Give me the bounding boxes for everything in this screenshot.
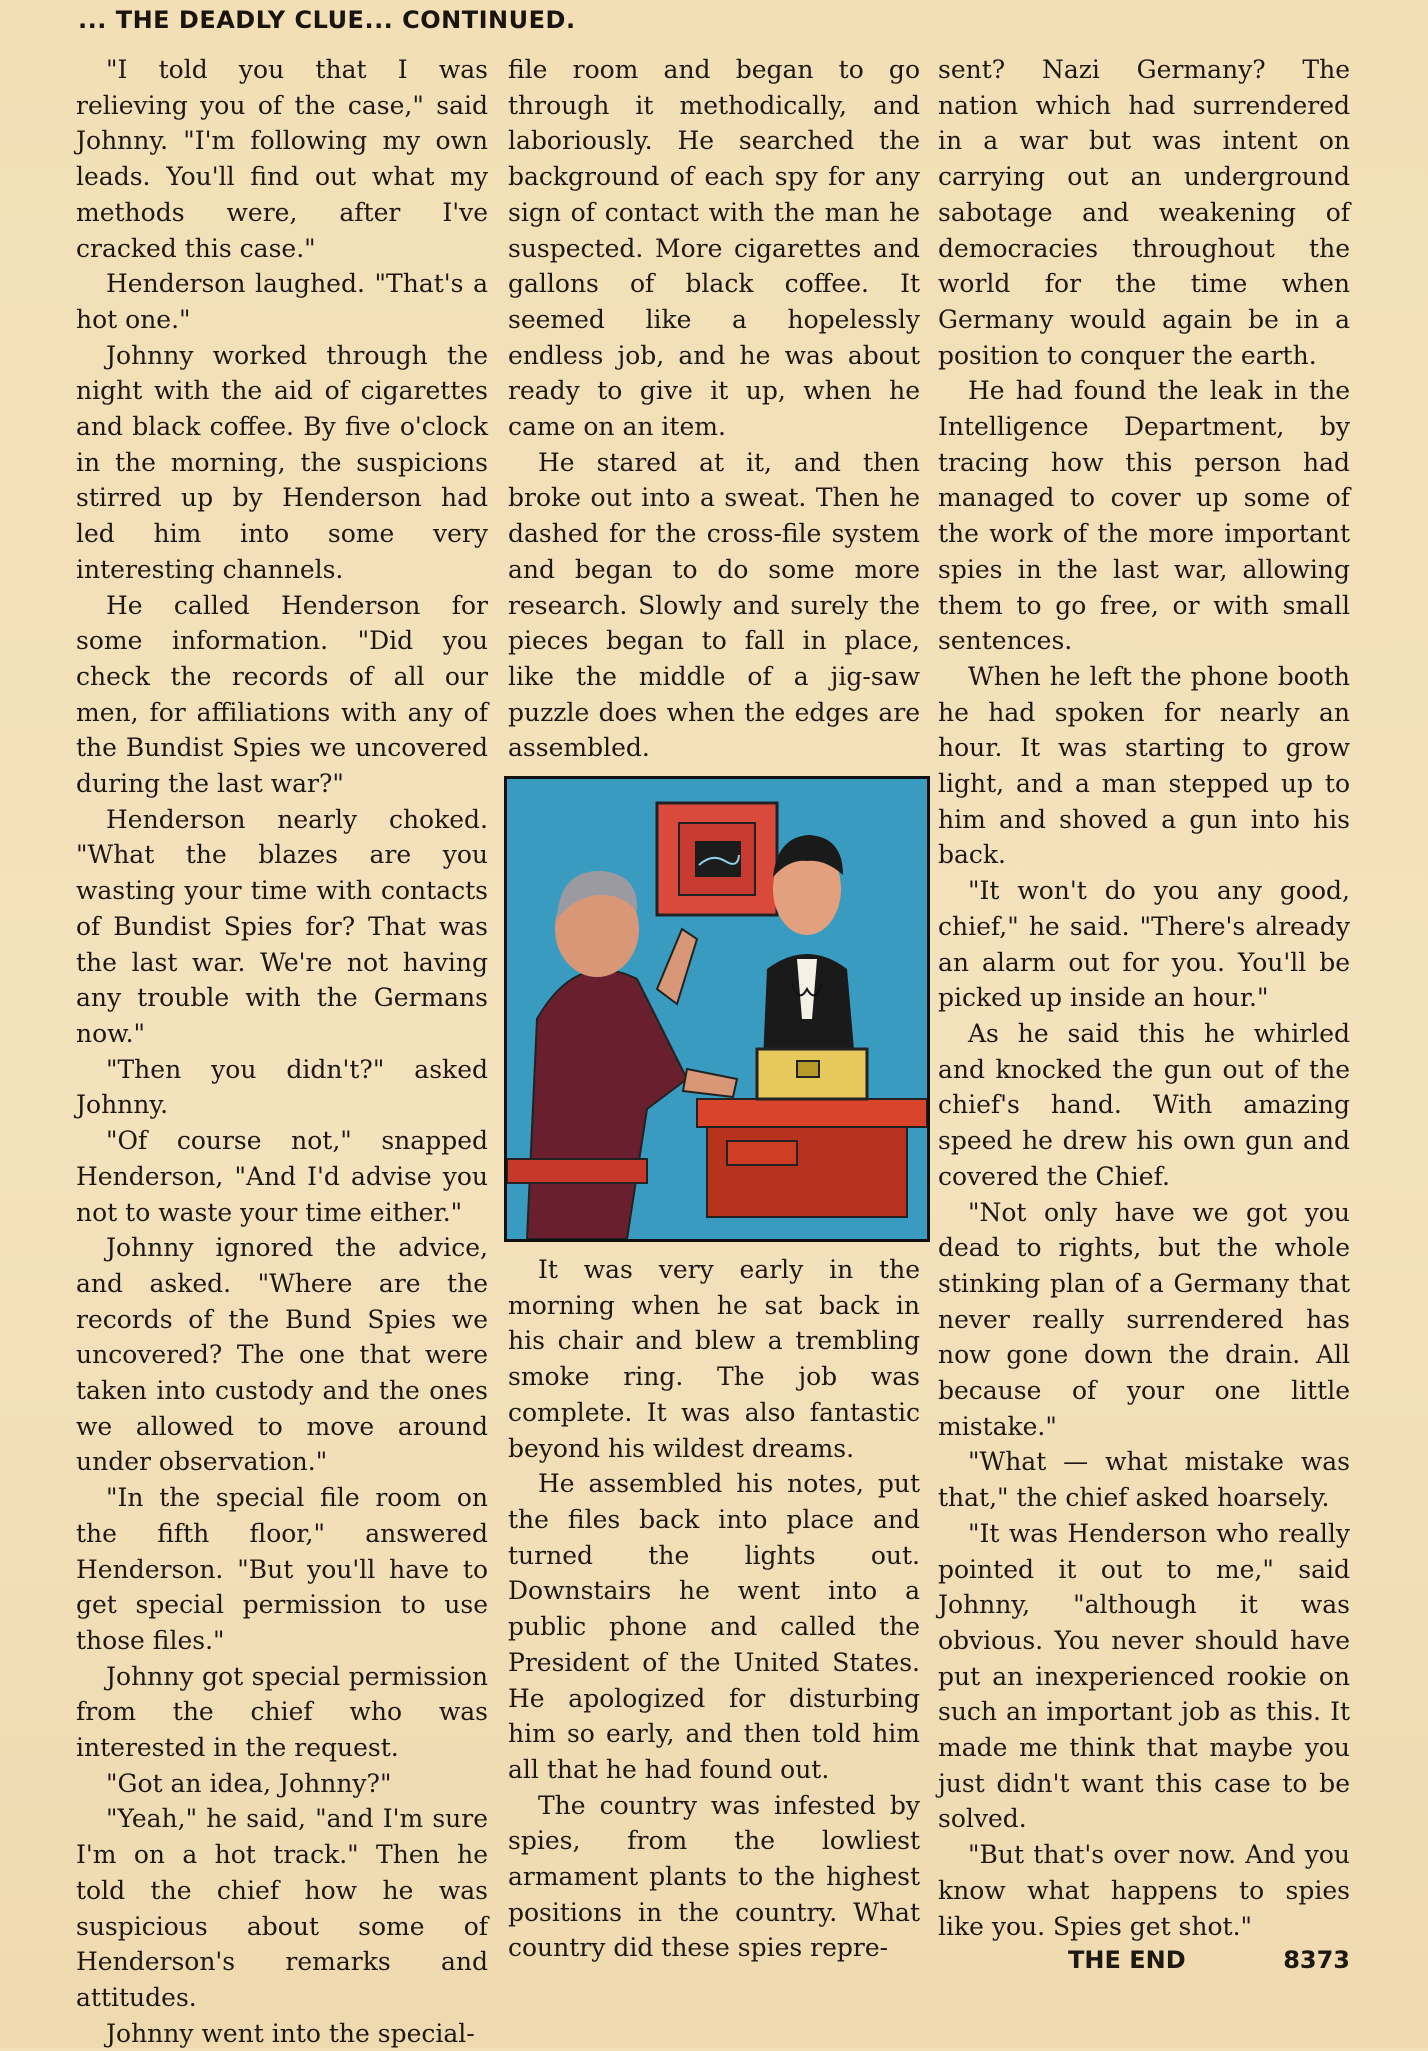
paragraph: "Of course not," snapped Henderson, "And I'd advise you not to waste your time either." — [76, 1126, 488, 1227]
desk — [697, 1099, 927, 1127]
text-column-1 — [76, 52, 488, 2051]
paragraph: He stared at it, and then broke out into a sweat. Then he dashed for the cross-file system and began to do some more research. Slowly and surely the pieces began to fall in place, like the middle of a jig-saw puzzle does when the edges are assembled. — [508, 447, 920, 763]
paragraph: "It was Henderson who really pointed it out to me," said Johnny, "although it was obvious. You never should have put an inexperienced rookie on such an important job as this. It made me think that maybe you just didn't want this case to be solved. — [938, 1518, 1350, 1834]
page-code: 8373 — [1283, 1946, 1350, 1974]
paragraph: Johnny ignored the advice, and asked. "Where are the records of the Bund Spies we uncovered? The one that were taken into custody and the ones we allowed to move around under observation." — [76, 1233, 488, 1477]
paragraph: When he left the phone booth he had spoken for nearly an hour. It was starting to grow light, and a man stepped up to him and shoved a gun into his back. — [938, 661, 1350, 870]
paragraph: Johnny got special permission from the chief who was interested in the request. — [76, 1661, 488, 1763]
paragraph: He had found the leak in the Intelligence Department, by tracing how this person had managed to cover up some of the work of the more important spies in the last war, allowing them to go free, or with small sentences. — [938, 376, 1350, 656]
paragraph: sent? Nazi Germany? The nation which had surrendered in a war but was intent on carrying out an underground sabotage and weakening of democracies throughout the world for the time when Germany would again be in a position to conquer the earth. — [938, 55, 1350, 370]
paragraph: Henderson nearly choked. "What the blazes are you wasting your time with contacts of Bundist Spies for? That was the last war. We're not having any trouble with the Germans now." — [76, 804, 488, 1048]
paragraph: "In the special file room on the fifth floor," answered Henderson. "But you'll have to get special permission to use those files." — [76, 1483, 488, 1655]
story-header: ... THE DEADLY CLUE... CONTINUED. — [78, 6, 576, 34]
paragraph: The country was infested by spies, from the lowliest armament plants to the highest positions in the country. What country did these spies repre- — [508, 1790, 920, 1963]
paragraph: "I told you that I was relieving you of the case," said Johnny. "I'm following my own leads. You'll find out what my methods were, after I've cracked this case." — [76, 55, 488, 263]
paragraph: "What — what mistake was that," the chief asked hoarsely. — [938, 1447, 1350, 1513]
chair — [507, 1159, 647, 1183]
comic-illustration-panel — [504, 776, 930, 1242]
paragraph: "It won't do you any good, chief," he said. "There's already an alarm out for you. You'll be picked up inside an hour." — [938, 876, 1350, 1013]
paragraph: Johnny went into the special- — [106, 2018, 475, 2048]
office-scene-illustration — [507, 779, 927, 1239]
text-column-2 — [508, 52, 920, 1966]
paragraph: Henderson laughed. "That's a hot one." — [76, 269, 488, 334]
the-end-label: THE END — [1068, 1946, 1186, 1974]
paragraph: Johnny worked through the night with the aid of cigarettes and black coffee. By five o'clock in the morning, the suspicions stirred up by Henderson had led him into some very interesting channels. — [76, 340, 488, 584]
paragraph: "But that's over now. And you know what happens to spies like you. Spies get shot." — [938, 1840, 1350, 1941]
paragraph: He called Henderson for some information. "Did you check the records of all our men, for affiliations with any of the Bundist Spies we uncovered during the last war?" — [76, 590, 488, 799]
paragraph: "Then you didn't?" asked Johnny. — [76, 1054, 488, 1120]
paragraph: "Got an idea, Johnny?" — [106, 1768, 392, 1798]
paragraph: "Not only have we got you dead to rights, but the whole stinking plan of a Germany that never really surrendered has now gone down the drain. All because of your one little mistake." — [938, 1197, 1350, 1441]
paragraph: It was very early in the morning when he sat back in his chair and blew a trembling smoke ring. The job was complete. It was also fantastic beyond his wildest dreams. — [508, 1255, 920, 1463]
paragraph: file room and began to go through it methodically, and laboriously. He searched the background of each spy for any sign of contact with the man he suspected. More cigarettes and gallons of black coffee. It seemed like a hopelessly endless job, and he was about ready to give it up, when he came on an item. — [508, 55, 920, 442]
paragraph: "Yeah," he said, "and I'm sure I'm on a hot track." Then he told the chief how he was suspicious about some of Henderson's remarks and attitudes. — [76, 1804, 488, 2012]
paragraph: He assembled his notes, put the files back into place and turned the lights out. Downstairs he went into a public phone and called the President of the United States. He apologized for disturbing him so early, and then told him all that he had found out. — [508, 1469, 920, 1784]
paragraph: As he said this he whirled and knocked the gun out of the chief's hand. With amazing speed he drew his own gun and covered the Chief. — [938, 1018, 1350, 1191]
text-column-3 — [938, 52, 1350, 1944]
